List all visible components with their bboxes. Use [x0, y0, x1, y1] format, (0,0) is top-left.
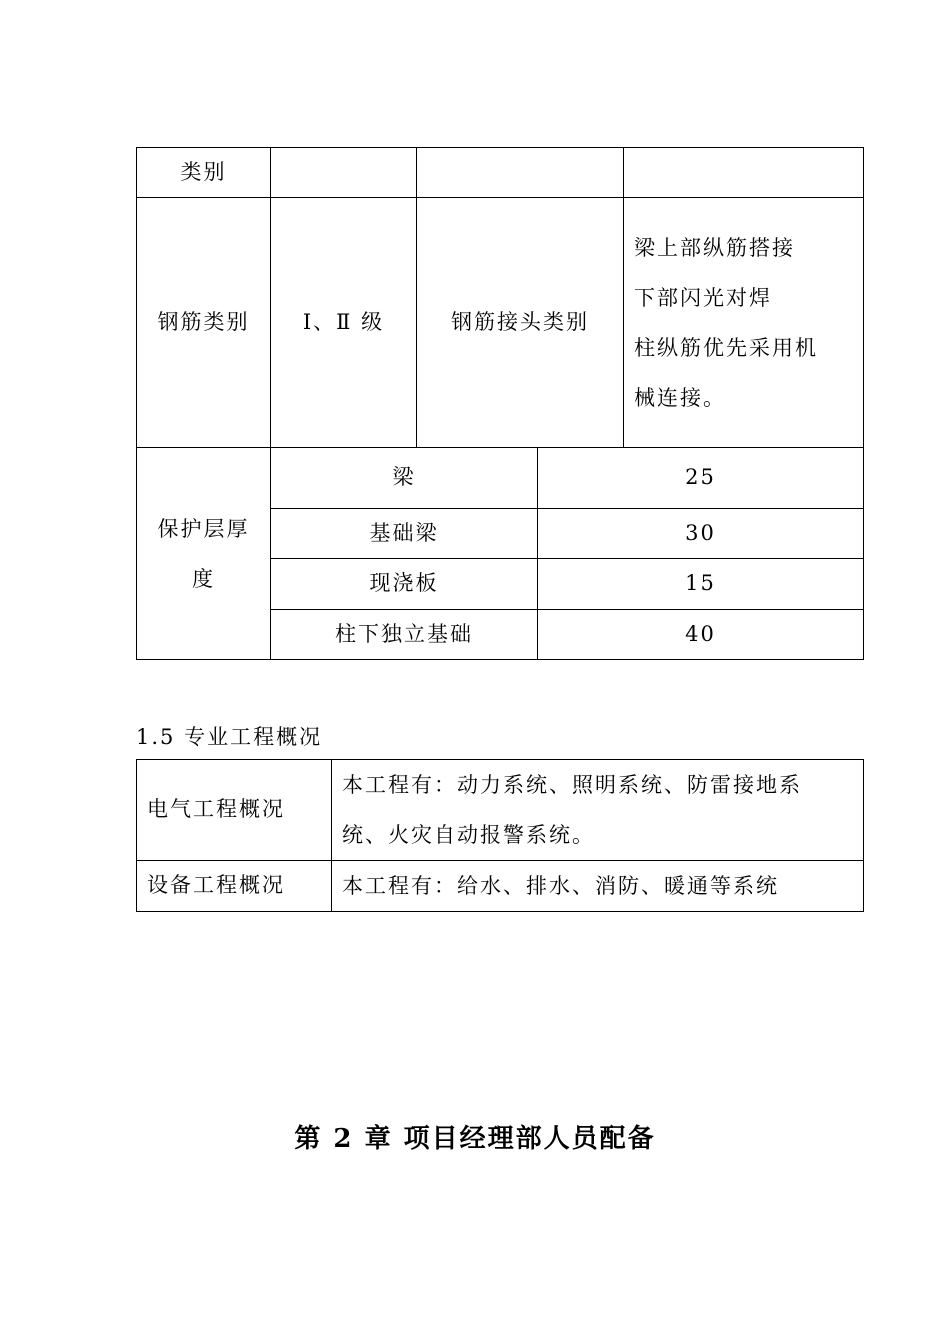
cover-value: 15 — [538, 559, 864, 610]
cover-thickness-label — [137, 448, 271, 660]
engineering-spec-table — [136, 147, 864, 660]
chapter-title: 第 2 章 项目经理部人员配备 — [294, 1124, 656, 1154]
rebar-joint-label: 钢筋接头类别 — [417, 198, 624, 448]
joint-line: 械连接。 — [634, 385, 726, 410]
rebar-grade-value: Ⅰ、Ⅱ 级 — [271, 198, 417, 448]
cover-label-line: 度 — [192, 566, 215, 591]
table-row — [137, 198, 864, 448]
overview-line: 本工程有：给水、排水、消防、暖通等系统 — [342, 874, 779, 898]
overview-value — [332, 861, 864, 912]
table-row — [137, 148, 864, 198]
professional-overview-table — [136, 759, 864, 912]
overview-line: 统、火灾自动报警系统。 — [342, 823, 595, 847]
cover-member-name: 梁 — [271, 448, 538, 509]
overview-value — [332, 760, 864, 861]
rebar-type-label: 钢筋类别 — [137, 198, 271, 448]
cover-member-name: 基础梁 — [271, 509, 538, 559]
cover-value: 25 — [538, 448, 864, 509]
overview-line: 本工程有：动力系统、照明系统、防雷接地系 — [342, 773, 802, 797]
cover-label-line: 保护层厚 — [157, 516, 250, 541]
joint-line: 柱纵筋优先采用机 — [634, 335, 818, 360]
category-label-cell: 类别 — [137, 148, 271, 198]
cover-value: 30 — [538, 509, 864, 559]
category-empty-cell — [271, 148, 417, 198]
table-row — [137, 760, 864, 861]
category-empty-cell — [417, 148, 624, 198]
table-row — [137, 861, 864, 912]
joint-line: 梁上部纵筋搭接 — [634, 235, 795, 260]
joint-line: 下部闪光对焊 — [634, 285, 772, 310]
section-heading: 1.5 专业工程概况 — [136, 725, 323, 749]
overview-label: 设备工程概况 — [137, 861, 332, 912]
cover-member-name: 柱下独立基础 — [271, 610, 538, 660]
rebar-joint-value — [624, 198, 864, 448]
overview-label: 电气工程概况 — [137, 760, 332, 861]
category-empty-cell — [624, 148, 864, 198]
cover-value: 40 — [538, 610, 864, 660]
cover-member-name: 现浇板 — [271, 559, 538, 610]
table-row — [137, 448, 864, 509]
